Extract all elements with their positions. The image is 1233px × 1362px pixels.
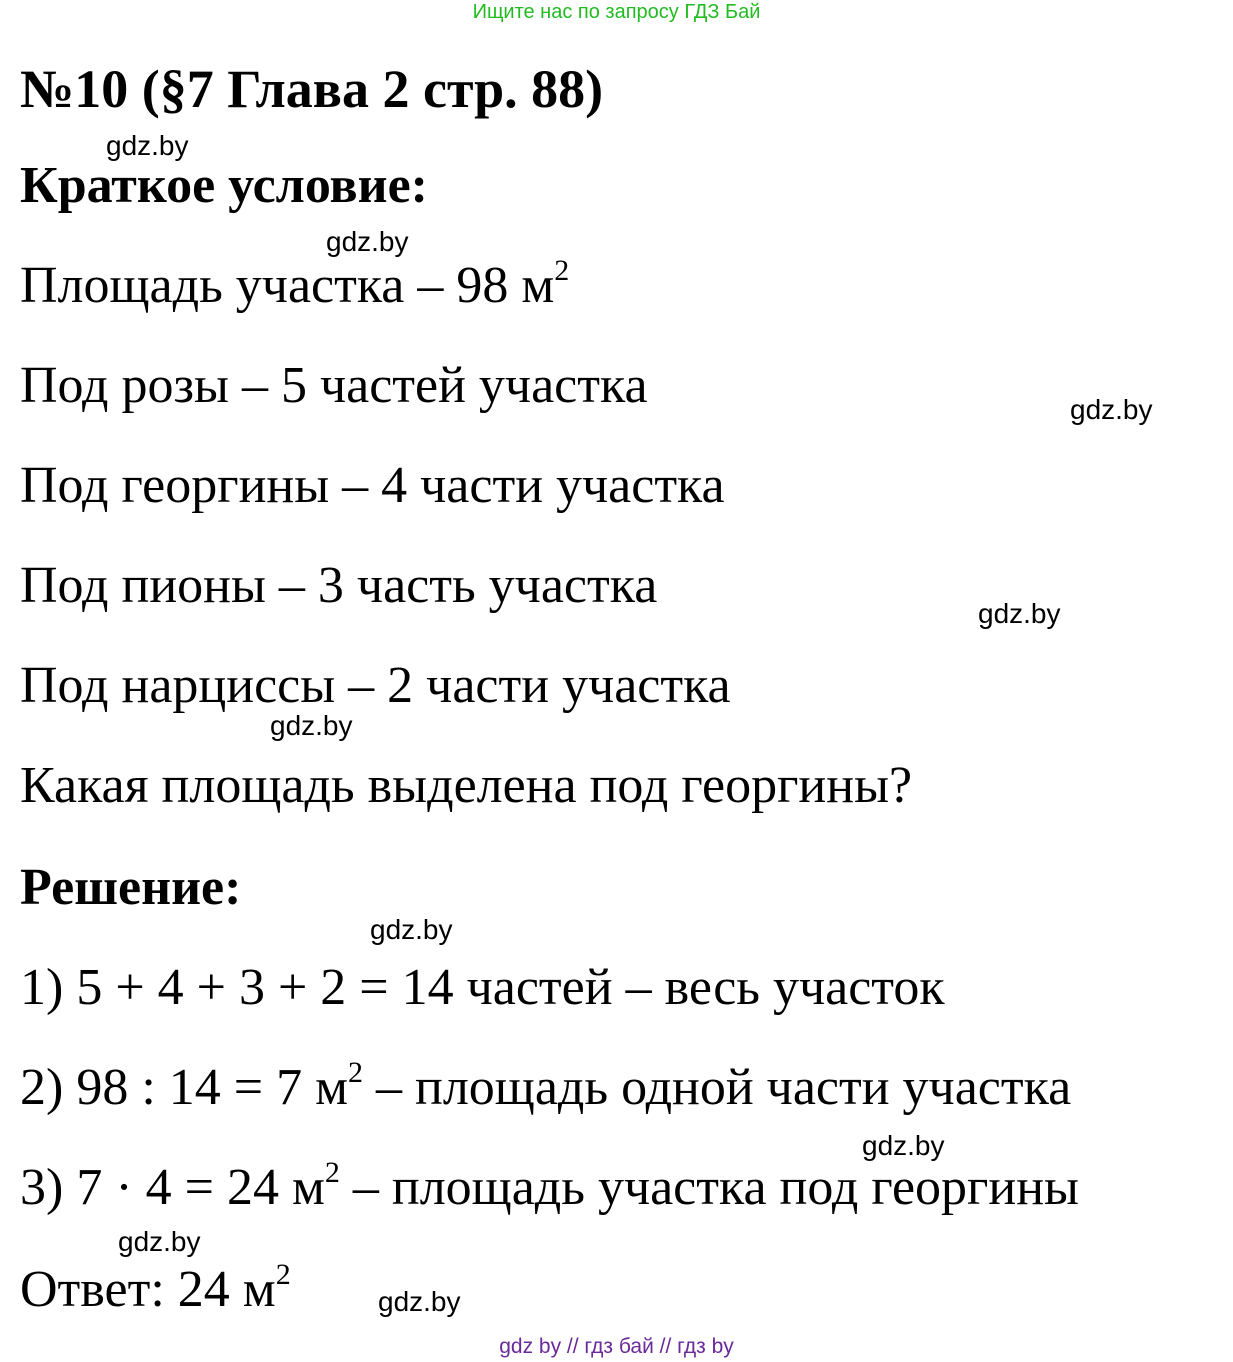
watermark: gdz.by xyxy=(978,598,1061,629)
condition-heading: Краткое условие: xyxy=(20,157,428,214)
watermark: gdz.by xyxy=(862,1130,945,1161)
watermark: gdz.by xyxy=(118,1226,201,1257)
condition-question: Какая площадь выделена под георгины? xyxy=(20,757,913,814)
watermark: gdz.by xyxy=(106,130,189,161)
page-title: №10 (§7 Глава 2 стр. 88) xyxy=(20,59,604,119)
watermark: gdz.by xyxy=(378,1286,461,1317)
condition-line-roses: Под розы – 5 частей участка xyxy=(20,357,648,414)
footer-links[interactable]: gdz by // гдз бай // гдз by xyxy=(499,1335,734,1358)
solution-heading: Решение: xyxy=(20,859,242,916)
solution-step-2: 2) 98 : 14 = 7 $м^2$ – площадь одной части участка xyxy=(20,1055,1072,1116)
condition-line-area: Площадь участка – 98 $м^2$ xyxy=(20,253,570,314)
search-hint-link[interactable]: Ищите нас по запросу ГДЗ Бай xyxy=(472,1,761,23)
watermark: gdz.by xyxy=(370,914,453,945)
condition-line-dahlias: Под георгины – 4 части участка xyxy=(20,457,725,514)
watermark: gdz.by xyxy=(326,226,409,257)
condition-line-peonies: Под пионы – 3 часть участка xyxy=(20,557,658,614)
answer-line: Ответ: 24 $м^2$ xyxy=(20,1257,291,1318)
watermark: gdz.by xyxy=(270,710,353,741)
solution-step-1: 1) 5 + 4 + 3 + 2 = 14 частей – весь участок xyxy=(20,959,945,1016)
solution-step-3: 3) 7 · 4 = 24 $м^2$ – площадь участка под георгины xyxy=(20,1155,1079,1216)
condition-line-daffodils: Под нарциссы – 2 части участка xyxy=(20,657,731,714)
watermark: gdz.by xyxy=(1070,394,1153,425)
